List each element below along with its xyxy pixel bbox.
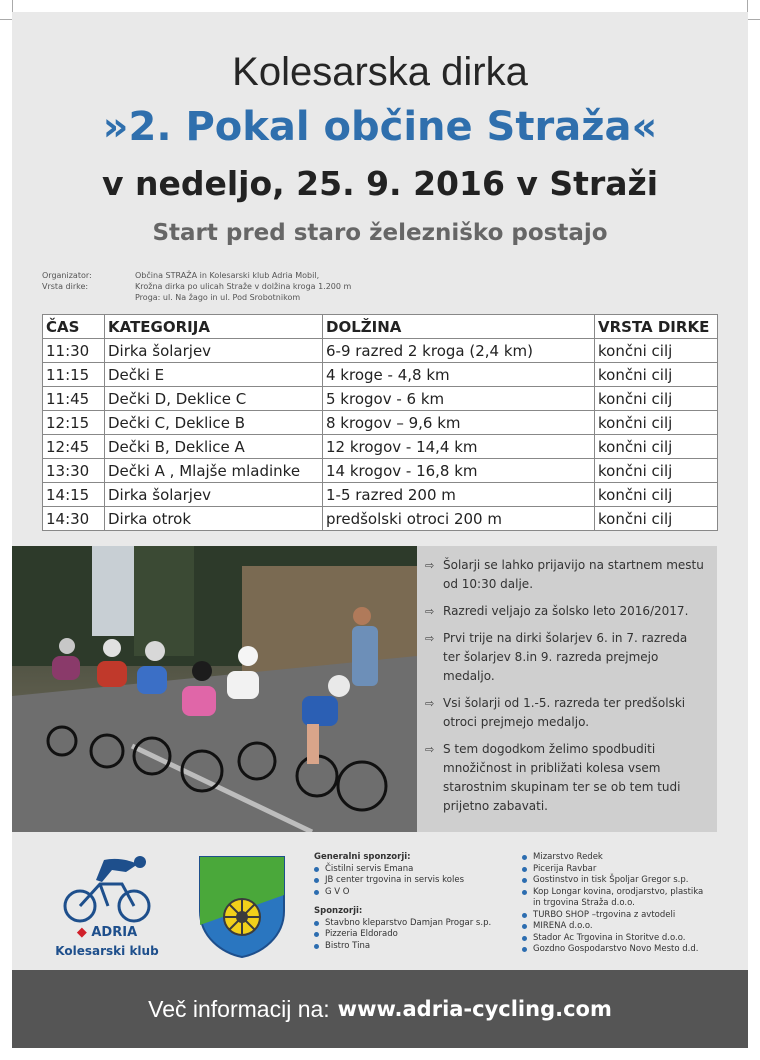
sponsor-name: G V O xyxy=(325,886,350,897)
info-label xyxy=(42,292,135,303)
sponsor-name: Kop Longar kovina, orodjarstvo, plastika xyxy=(533,886,704,897)
municipality-crest-icon xyxy=(198,855,286,959)
bullet-icon xyxy=(522,867,527,872)
length-cell: predšolski otroci 200 m xyxy=(323,507,595,531)
sponsor-name: MIRENA d.o.o. xyxy=(533,921,593,931)
club-name: Kolesarski klub xyxy=(55,944,159,958)
info-value: Občina STRAŽA in Kolesarski klub Adria Mobil, xyxy=(135,271,320,280)
category-cell: Dečki B, Deklice A xyxy=(105,435,323,459)
time-cell: 13:30 xyxy=(43,459,105,483)
poster-title: Kolesarska dirka xyxy=(232,50,528,94)
bullet-icon xyxy=(522,924,527,929)
event-info xyxy=(42,270,351,303)
note-text: Razredi veljajo za šolsko leto 2016/2017. xyxy=(443,604,689,618)
column-header: VRSTA DIRKE xyxy=(595,315,718,339)
time-cell: 11:45 xyxy=(43,387,105,411)
type-cell: končni cilj xyxy=(595,363,718,387)
schedule-table xyxy=(42,314,718,531)
time-cell: 14:30 xyxy=(43,507,105,531)
note-item xyxy=(425,629,707,686)
note-text: Šolarji se lahko prijavijo na startnem mestu od 10:30 dalje. xyxy=(443,558,704,591)
length-cell: 4 kroge - 4,8 km xyxy=(323,363,595,387)
sponsor-item xyxy=(522,944,703,956)
sponsor-item xyxy=(522,852,703,864)
sponsor-item xyxy=(314,864,491,876)
info-value: Proga: ul. Na žago in ul. Pod Srobotnikom xyxy=(135,293,301,302)
bullet-icon xyxy=(314,878,319,883)
arrow-icon: ⇨ xyxy=(425,697,435,710)
sponsor-item xyxy=(522,887,703,899)
sponsor-name: Gozdno Gospodarstvo Novo Mesto d.d. xyxy=(533,944,699,954)
bullet-icon xyxy=(314,932,319,937)
website-link[interactable]: www.adria-cycling.com xyxy=(337,997,612,1021)
column-header: ČAS xyxy=(43,315,105,339)
arrow-icon: ⇨ xyxy=(425,632,435,645)
note-text: Vsi šolarji od 1.-5. razreda ter predšolski otroci prejmejo medaljo. xyxy=(443,696,686,729)
brand-label: ADRIA xyxy=(91,925,138,940)
sponsors-heading: Sponzorji: xyxy=(314,906,363,916)
sponsor-name: Pizzeria Eldorado xyxy=(325,929,398,939)
category-cell: Dečki D, Deklice C xyxy=(105,387,323,411)
type-cell: končni cilj xyxy=(595,483,718,507)
sponsor-name: Čistilni servis Emana xyxy=(325,863,414,874)
type-cell: končni cilj xyxy=(595,435,718,459)
note-item xyxy=(425,740,707,816)
race-photo xyxy=(12,546,417,832)
note-text: S tem dogodkom želimo spodbuditi množičnost in približati kolesa vsem starostnim skupinam ter se ob tem tudi prijetno zabavati. xyxy=(443,742,681,813)
info-row xyxy=(42,281,351,292)
length-cell: 14 krogov - 16,8 km xyxy=(323,459,595,483)
poster xyxy=(12,12,748,1048)
sponsor-item xyxy=(314,918,491,930)
column-header: DOLŽINA xyxy=(323,315,595,339)
note-item xyxy=(425,602,707,621)
arrow-icon: ⇨ xyxy=(425,559,435,572)
start-location: Start pred staro železniško postajo xyxy=(152,220,608,246)
time-cell: 11:30 xyxy=(43,339,105,363)
time-cell: 12:15 xyxy=(43,411,105,435)
time-cell: 14:15 xyxy=(43,483,105,507)
category-cell: Dečki A , Mlajše mladinke xyxy=(105,459,323,483)
category-cell: Dirka otrok xyxy=(105,507,323,531)
crop-mark xyxy=(12,0,13,12)
event-name: »2. Pokal občine Straža« xyxy=(102,104,658,150)
sponsor-name: Gostinstvo in tisk Špoljar Gregor s.p. xyxy=(533,875,689,885)
sponsor-name: Mizarstvo Redek xyxy=(533,852,603,862)
note-text: Prvi trije na dirki šolarjev 6. in 7. razreda ter šolarjev 8.in 9. razreda prejmejo medaljo. xyxy=(443,631,688,683)
sponsor-item xyxy=(314,887,491,899)
crop-mark xyxy=(0,8,12,20)
sponsor-name: in trgovina Straža d.o.o. xyxy=(533,898,635,908)
sponsors-right xyxy=(522,852,703,956)
arrow-icon: ⇨ xyxy=(425,605,435,618)
note-item xyxy=(425,694,707,732)
note-item xyxy=(425,556,707,594)
category-cell: Dečki E xyxy=(105,363,323,387)
sponsor-item xyxy=(522,921,703,933)
info-label: Organizator: xyxy=(42,271,92,280)
brand-name xyxy=(42,925,172,940)
time-cell: 12:45 xyxy=(43,435,105,459)
table-row xyxy=(43,507,718,531)
sponsor-item xyxy=(314,929,491,941)
sponsors-left xyxy=(314,852,491,952)
footer-prefix: Več informacij na: xyxy=(148,995,330,1022)
bullet-icon xyxy=(522,855,527,860)
sponsor-item xyxy=(522,875,703,887)
sponsor-item xyxy=(522,933,703,945)
sponsors-heading: Generalni sponzorji: xyxy=(314,852,411,862)
type-cell: končni cilj xyxy=(595,459,718,483)
table-row xyxy=(43,435,718,459)
bullet-icon xyxy=(522,947,527,952)
event-date: v nedeljo, 25. 9. 2016 v Straži xyxy=(101,164,659,203)
length-cell: 6-9 razred 2 kroga (2,4 km) xyxy=(323,339,595,363)
sponsor-item xyxy=(314,941,491,953)
table-header-row xyxy=(43,315,718,339)
info-row xyxy=(42,292,351,303)
info-row xyxy=(42,270,351,281)
table-row xyxy=(43,459,718,483)
bullet-icon xyxy=(314,890,319,895)
sponsor-name: Bistro Tina xyxy=(325,940,371,951)
bullet-icon xyxy=(522,913,527,918)
notes-panel xyxy=(417,546,717,832)
type-cell: končni cilj xyxy=(595,387,718,411)
table-row xyxy=(43,411,718,435)
footer-bar xyxy=(12,970,748,1048)
category-cell: Dečki C, Deklice B xyxy=(105,411,323,435)
adria-mark-icon: ◆ xyxy=(76,925,92,940)
sponsor-name: TURBO SHOP –trgovina z avtodeli xyxy=(533,909,676,920)
type-cell: končni cilj xyxy=(595,339,718,363)
sponsor-item xyxy=(522,864,703,876)
arrow-icon: ⇨ xyxy=(425,743,435,756)
bullet-icon xyxy=(314,944,319,949)
bullet-icon xyxy=(314,867,319,872)
length-cell: 12 krogov - 14,4 km xyxy=(323,435,595,459)
sponsor-name: Picerija Ravbar xyxy=(533,863,597,874)
crop-mark xyxy=(748,8,760,20)
sponsor-name: Stavbno kleparstvo Damjan Progar s.p. xyxy=(325,917,492,928)
sponsor-item xyxy=(522,910,703,922)
table-row xyxy=(43,483,718,507)
sponsor-name: JB center trgovina in servis koles xyxy=(325,875,465,885)
category-cell: Dirka šolarjev xyxy=(105,339,323,363)
crop-mark xyxy=(747,0,748,12)
time-cell: 11:15 xyxy=(43,363,105,387)
length-cell: 5 krogov - 6 km xyxy=(323,387,595,411)
info-label: Vrsta dirke: xyxy=(42,282,89,291)
table-row xyxy=(43,387,718,411)
type-cell: končni cilj xyxy=(595,507,718,531)
category-cell: Dirka šolarjev xyxy=(105,483,323,507)
info-value: Krožna dirka po ulicah Straže v dolžina kroga 1.200 m xyxy=(135,282,352,291)
length-cell: 8 krogov – 9,6 km xyxy=(323,411,595,435)
table-row xyxy=(43,363,718,387)
table-row xyxy=(43,339,718,363)
sponsor-name: Stador Ac Trgovina in Storitve d.o.o. xyxy=(533,932,686,943)
type-cell: končni cilj xyxy=(595,411,718,435)
length-cell: 1-5 razred 200 m xyxy=(323,483,595,507)
bullet-icon xyxy=(522,936,527,941)
sponsor-item xyxy=(314,875,491,887)
bullet-icon xyxy=(522,878,527,883)
column-header: KATEGORIJA xyxy=(105,315,323,339)
sponsor-item xyxy=(522,898,703,910)
bullet-icon xyxy=(522,890,527,895)
bullet-icon xyxy=(314,921,319,926)
